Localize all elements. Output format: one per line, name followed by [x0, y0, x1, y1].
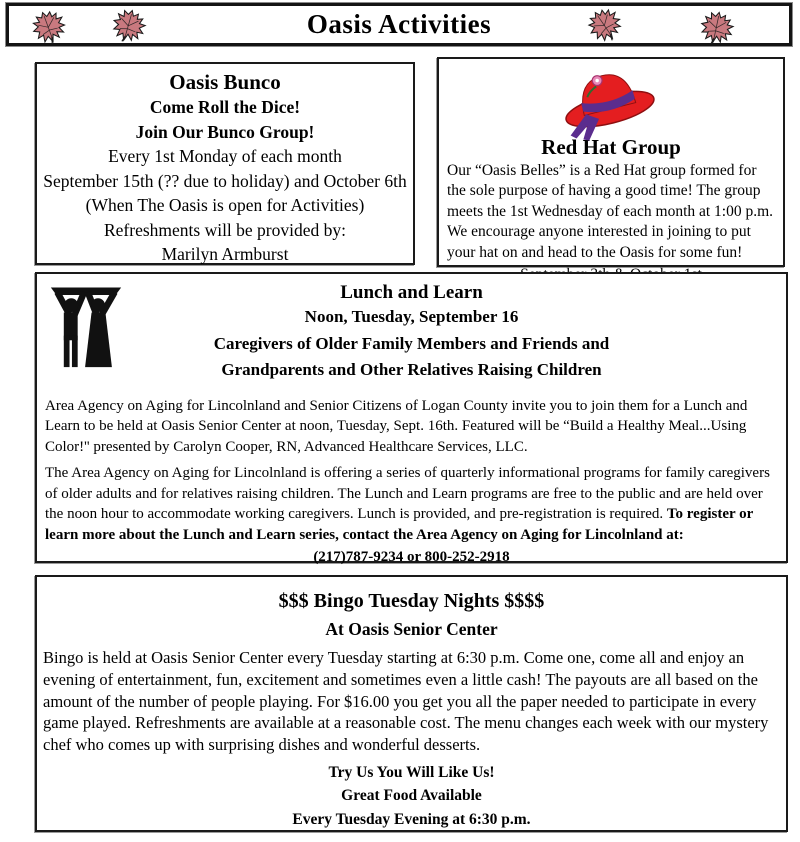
lunch-and-learn-paragraph-1: Area Agency on Aging for Lincolnland and Senior Citizens of Logan County invite you to join them for a Lunch and Learn to be held at Oasis Senior Center at noon, Tuesday, Sept. 16th. Featured will be “Build a Healthy Meal...Using Color!'' presented by Carolyn Cooper, RN, Advanced Healthcare Services, LLC. — [45, 397, 748, 455]
bingo-footer-line: Try Us You Will Like Us! — [328, 763, 495, 781]
red-hat-image-wrap — [439, 59, 783, 133]
red-hat-title: Red Hat Group — [541, 135, 681, 159]
lunch-and-learn-subtitle: Caregivers of Older Family Members and Friends and — [213, 333, 610, 353]
lunch-and-learn-heading — [37, 282, 786, 384]
red-hat-section — [437, 57, 785, 267]
bunco-line: September 15th (?? due to holiday) and October 6th — [43, 170, 407, 191]
page-title: Oasis Activities — [306, 9, 492, 39]
lunch-and-learn-subtitle: Grandparents and Other Relatives Raising Children — [221, 360, 602, 379]
bingo-body-paragraph: Bingo is held at Oasis Senior Center every Tuesday starting at 6:30 p.m. Come one, come all and enjoy an evening of entertainment, fun, excitement and sometimes even a little cash! The payouts are all based on the amount of the number of people playing. For $16.00 you get you all the paper needed to participate in every game played. Refreshments are available at a reasonable cost. The menu changes each week with our mystery chef who comes up with surprising dishes and wonderful desserts. — [43, 648, 769, 755]
bingo-title: $$$ Bingo Tuesday Nights $$$$ — [278, 590, 545, 612]
bingo-footer-line: Every Tuesday Evening at 6:30 p.m. — [292, 810, 531, 828]
bunco-line: Every 1st Monday of each month — [108, 146, 342, 166]
red-hat-body: Our “Oasis Belles” is a Red Hat group formed for the sole purpose of having a good time! The group meets the 1st Wednesday of each month at 1:00 p.m. We encourage anyone interested in joining to put your hat on and head to the Oasis for some fun! — [447, 162, 774, 261]
autumn-leaf-icon — [25, 2, 73, 51]
caregivers-figures-logo-icon — [49, 282, 123, 378]
autumn-leaf-icon — [697, 7, 738, 50]
bingo-footer-lines — [37, 761, 786, 832]
paragraph-2-bold-text: To register or learn more about the Lunch and Learn series, contact the Area Agency on Aging for Lincolnland at: — [45, 506, 754, 544]
header-banner — [6, 3, 792, 46]
lunch-and-learn-section — [35, 272, 788, 563]
bunco-line: (When The Oasis is open for Activities) — [85, 195, 365, 215]
lunch-and-learn-title: Lunch and Learn — [340, 282, 483, 303]
bunco-line: Join Our Bunco Group! — [135, 121, 315, 142]
bingo-subtitle: At Oasis Senior Center — [325, 619, 498, 639]
lunch-and-learn-paragraph-2 — [45, 463, 778, 545]
paragraph-2-regular-text: The Area Agency on Aging for Lincolnland is offering a series of quarterly informational programs for family caregivers of older adults and for relatives raising children. The Lunch and Learn programs are free to the public and are held over the noon hour to accommodate working caregivers. Lunch is provided, and pre-registration is required. — [45, 465, 770, 523]
bunco-line: Come Roll the Dice! — [149, 97, 301, 117]
bunco-line: Marilyn Armburst — [161, 244, 289, 264]
bunco-section — [35, 62, 415, 265]
bingo-footer-line: Great Food Available — [341, 787, 482, 805]
bunco-title: Oasis Bunco — [169, 70, 281, 94]
autumn-leaf-icon — [579, 0, 631, 51]
bunco-line: Refreshments will be provided by: — [103, 219, 347, 240]
red-hat-icon — [551, 57, 659, 137]
lunch-and-learn-phone-numbers: (217)787-9234 or 800-252-2918 — [313, 548, 510, 565]
lunch-and-learn-subtitle: Noon, Tuesday, September 16 — [304, 307, 519, 326]
autumn-leaf-icon — [107, 4, 150, 49]
bingo-section — [35, 575, 788, 832]
